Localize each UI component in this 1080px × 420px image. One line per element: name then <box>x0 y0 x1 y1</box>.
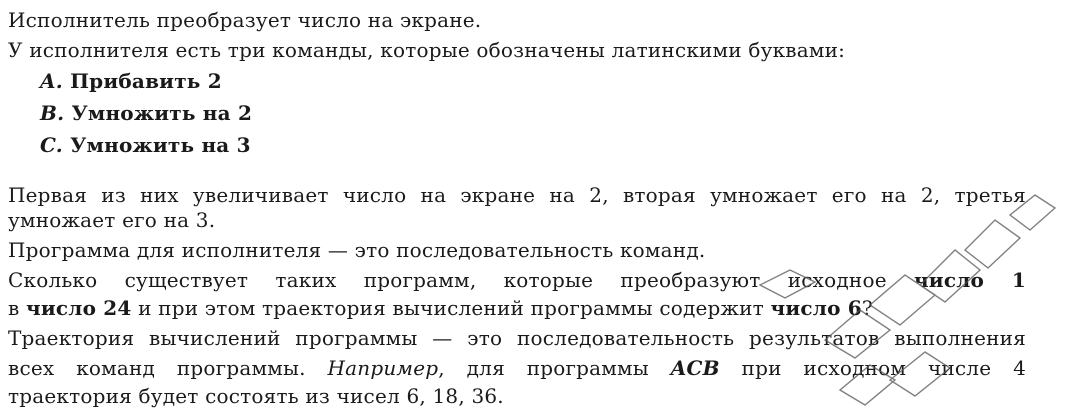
command-c-text: Умножить на 3 <box>70 133 251 157</box>
definition-line-2 <box>8 356 1026 380</box>
question-text-1: Сколько существует таких программ, которые преобразуют исходное <box>8 268 887 292</box>
question-source-number: число 1 <box>913 268 1026 292</box>
definition-program-name: ACB <box>670 356 720 380</box>
question-mark: ? <box>861 296 873 320</box>
command-b-text: Умножить на 2 <box>71 101 253 125</box>
question-line-1 <box>8 268 1026 292</box>
intro-line-1: Исполнитель преобразует число на экране. <box>8 8 482 32</box>
question-text-3: и при этом траектория вычислений программы содержит <box>138 296 764 320</box>
question-trajectory-number: число 6 <box>770 296 862 320</box>
question-text-2: в <box>8 296 20 320</box>
paragraph-2: Программа для исполнителя — это последовательность команд. <box>8 238 706 262</box>
definition-text-3: при исходном числе 4 <box>741 356 1027 380</box>
paragraph-1-line-2: умножает его на 3. <box>8 208 216 232</box>
intro-line-2: У исполнителя есть три команды, которые обозначены латинскими буквами: <box>8 38 846 62</box>
command-a <box>40 69 222 93</box>
command-c-letter: C. <box>40 133 63 157</box>
command-a-letter: A. <box>40 69 63 93</box>
definition-line-1: Траектория вычислений программы — это последовательность результатов выполнения <box>8 326 1026 350</box>
definition-example-word: Например <box>327 356 439 380</box>
question-line-2 <box>8 296 873 320</box>
definition-text-1: всех команд программы. <box>8 356 306 380</box>
command-b-letter: B. <box>40 101 65 125</box>
command-b <box>40 101 252 125</box>
definition-text-2: , для программы <box>438 356 649 380</box>
question-target-number: число 24 <box>26 296 132 320</box>
definition-line-3: траектория будет состоять из чисел 6, 18, 36. <box>8 384 504 408</box>
command-c <box>40 133 251 157</box>
command-a-text: Прибавить 2 <box>70 69 222 93</box>
paragraph-1-line-1: Первая из них увеличивает число на экране на 2, вторая умножает его на 2, третья <box>8 183 1026 207</box>
